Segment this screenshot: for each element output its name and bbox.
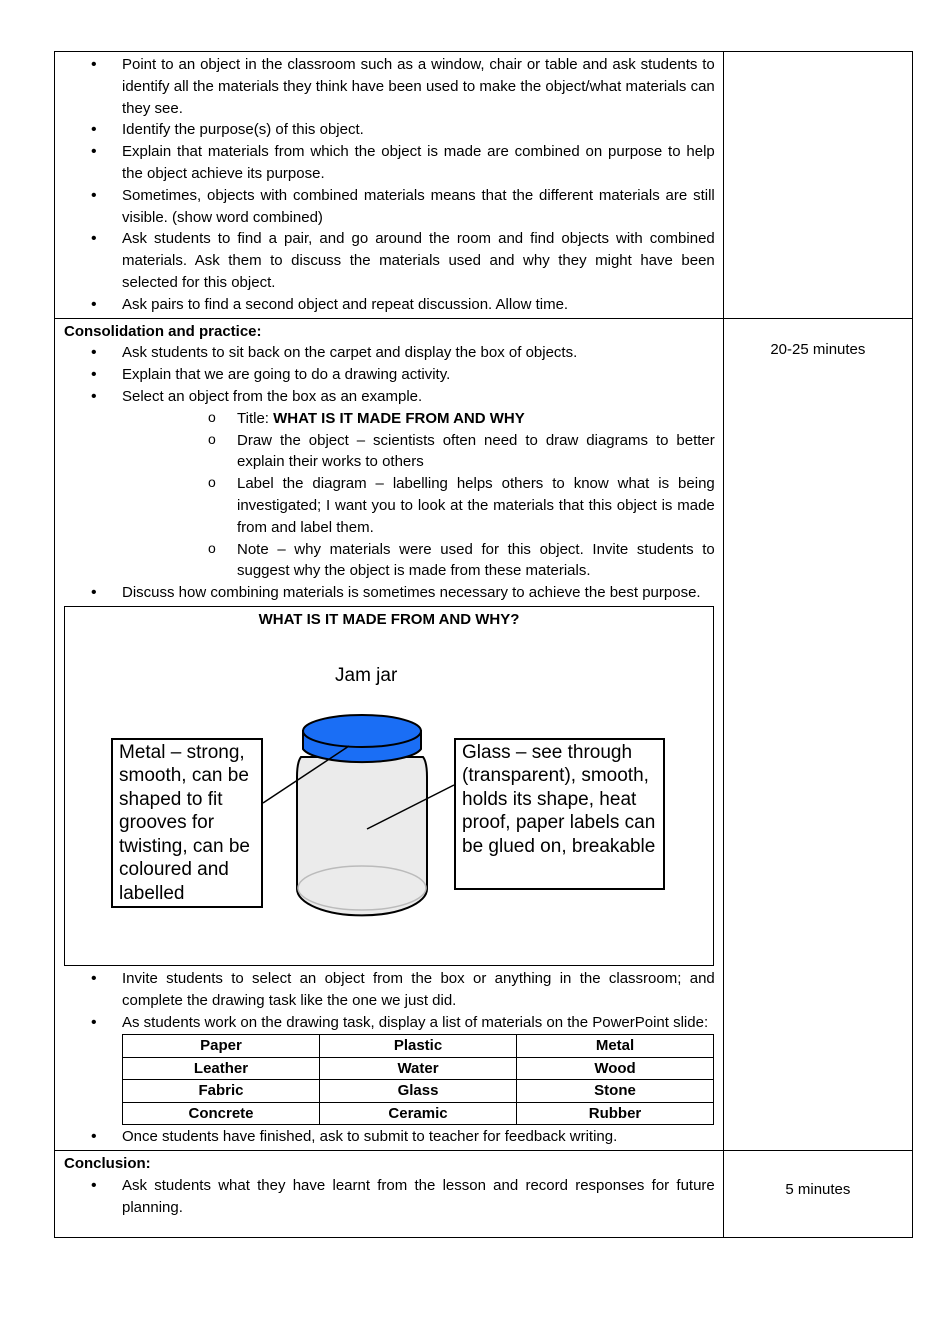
glass-label-box: Glass – see through (transparent), smooth, holds its shape, heat proof, paper labels can be glued on, breakable — [454, 738, 665, 890]
table-cell: Leather — [123, 1057, 320, 1080]
figure-title: WHAT IS IT MADE FROM AND WHY? — [258, 610, 520, 628]
sub-list-item: o Note – why materials were used for this object. Invite students to suggest why the object is made from these materials. — [122, 539, 715, 583]
table-cell: Ceramic — [320, 1102, 517, 1125]
object-name-label: Jam jar — [335, 664, 398, 686]
list-item: • Explain that materials from which the object is made are combined on purpose to help the object achieve its purpose. — [64, 141, 715, 185]
time-cell — [723, 1151, 912, 1238]
list-item: • Discuss how combining materials is sometimes necessary to achieve the best purpose. — [64, 582, 715, 604]
list-item: • Once students have finished, ask to submit to teacher for feedback writing. — [64, 1126, 715, 1148]
duration-text: 5 minutes — [785, 1181, 851, 1199]
list-item: • Ask students to find a pair, and go around the room and find objects with combined materials. Ask them to discuss the materials used and why they might have been selected for this object. — [64, 228, 715, 293]
table-row — [55, 1151, 913, 1238]
table-cell: Rubber — [517, 1102, 714, 1125]
list-item: • Explain that we are going to do a drawing activity. — [64, 364, 715, 386]
table-row — [123, 1102, 714, 1125]
sub-item-prefix: Title: — [237, 409, 274, 427]
sub-item-bold: WHAT IS IT MADE FROM AND WHY — [273, 409, 525, 427]
list-item: • Identify the purpose(s) of this object. — [64, 119, 715, 141]
table-cell: Wood — [517, 1057, 714, 1080]
list-item: • Ask students to sit back on the carpet and display the box of objects. — [64, 342, 715, 364]
table-cell: Plastic — [320, 1035, 517, 1058]
materials-table — [122, 1034, 714, 1125]
activity-cell — [55, 318, 724, 1151]
table-cell: Fabric — [123, 1080, 320, 1103]
table-cell: Glass — [320, 1080, 517, 1103]
time-cell — [723, 318, 912, 1151]
list-item: • Point to an object in the classroom such as a window, chair or table and ask students to identify all the materials they think have been used to make the object/what materials can they see. — [64, 54, 715, 119]
list-item: • Ask pairs to find a second object and repeat discussion. Allow time. — [64, 294, 715, 316]
lesson-plan-table — [54, 51, 913, 1238]
jar-lid-top — [303, 715, 421, 747]
section-heading: Consolidation and practice: — [64, 322, 262, 340]
table-row — [55, 52, 913, 319]
list-item: • Sometimes, objects with combined materials means that the different materials are still visible. (show word combined) — [64, 185, 715, 229]
table-row — [55, 318, 913, 1151]
list-item — [64, 386, 715, 582]
list-item-text: Select an object from the box as an example. — [122, 387, 423, 405]
metal-label-box: Metal – strong, smooth, can be shaped to fit grooves for twisting, can be coloured and labelled — [111, 738, 263, 908]
table-row — [123, 1057, 714, 1080]
sub-list-item: o Draw the object – scientists often need to draw diagrams to better explain their works to others — [122, 430, 715, 474]
duration-text: 20-25 minutes — [770, 340, 866, 358]
table-row — [123, 1035, 714, 1058]
table-cell: Concrete — [123, 1102, 320, 1125]
list-item: • As students work on the drawing task, display a list of materials on the PowerPoint slide: — [64, 1012, 715, 1034]
sub-list-item — [122, 408, 715, 430]
time-cell — [723, 52, 912, 319]
table-cell: Stone — [517, 1080, 714, 1103]
sub-list-item: o Label the diagram – labelling helps others to know what is being investigated; I want you to look at the materials that this object is made from and label them. — [122, 473, 715, 538]
list-item: • Ask students what they have learnt from the lesson and record responses for future planning. — [64, 1175, 715, 1219]
section-heading: Conclusion: — [64, 1155, 151, 1173]
list-item: • Invite students to select an object from the box or anything in the classroom; and complete the drawing task like the one we just did. — [64, 968, 715, 1012]
table-row — [123, 1080, 714, 1103]
activity-cell — [55, 1151, 724, 1238]
activity-cell — [55, 52, 724, 319]
table-cell: Metal — [517, 1035, 714, 1058]
table-cell: Water — [320, 1057, 517, 1080]
jam-jar-figure — [64, 606, 714, 966]
jar-body — [297, 757, 427, 915]
table-cell: Paper — [123, 1035, 320, 1058]
